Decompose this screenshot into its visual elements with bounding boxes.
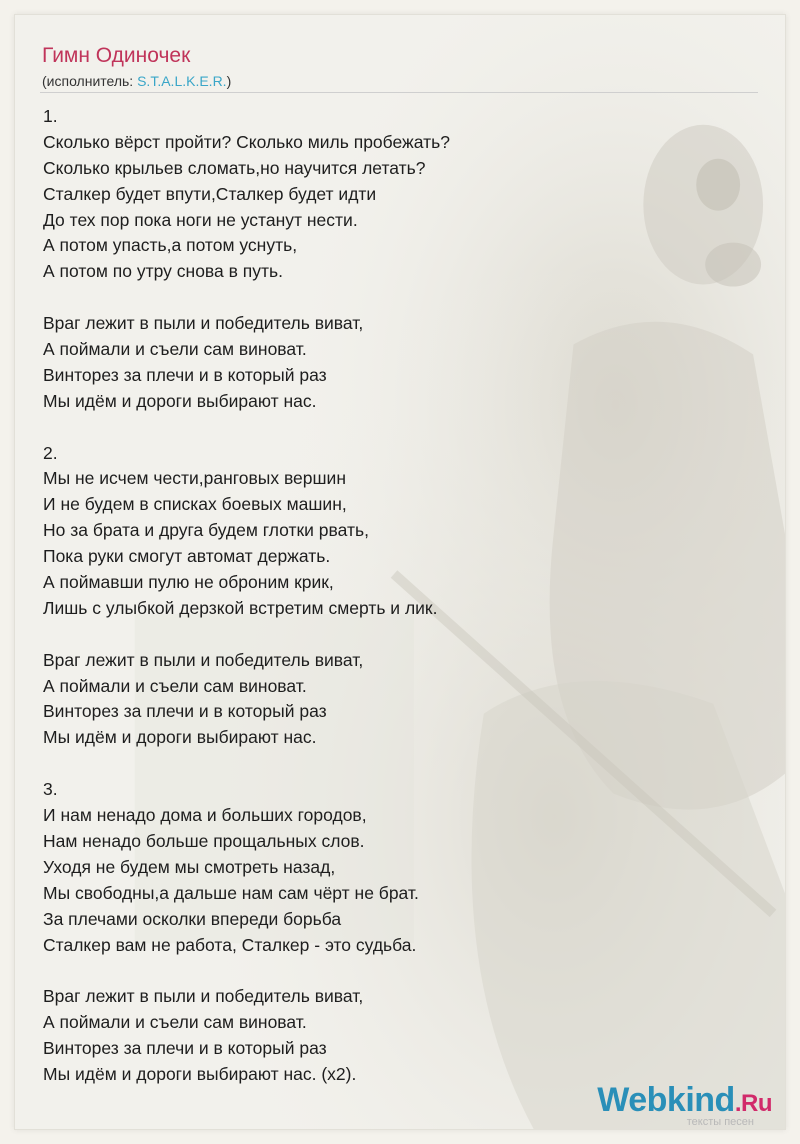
lyric-line: Винторез за плечи и в который раз [43,701,327,722]
song-header [42,44,231,90]
lyric-line: Нам ненадо больше прощальных слов. [43,830,365,851]
lyric-line: Сталкер вам не работа, Сталкер - это судьба. [43,934,417,955]
logo-tagline: тексты песен [686,1116,754,1128]
logo-suffix-text: .Ru [734,1090,772,1117]
lyric-line: Лишь с улыбкой дерзкой встретим смерть и лик. [43,597,438,618]
lyric-blank-line [43,958,743,984]
lyric-line: Сколько вёрст пройти? Сколько миль пробежать? [43,131,450,152]
song-performer [42,72,231,90]
logo-main-text: Webkind [597,1081,735,1119]
lyric-line: А поймавши пулю не оброним крик, [43,572,334,593]
webkind-logo[interactable] [597,1082,772,1128]
lyric-line: Враг лежит в пыли и победитель виват, [43,313,364,334]
lyric-line: А потом упасть,а потом уснуть, [43,235,298,256]
lyric-line: Враг лежит в пыли и победитель виват, [43,649,364,670]
lyric-line: Пока руки смогут автомат держать. [43,546,331,567]
lyric-line: Мы не исчем чести,ранговых вершин [43,468,346,489]
lyric-line: Сталкер будет впути,Сталкер будет идти [43,183,377,204]
lyric-line: 2. [43,442,58,463]
lyric-line: Винторез за плечи и в который раз [43,364,327,385]
lyric-line: 3. [43,779,58,800]
lyric-line: А поймали и съели сам виноват. [43,339,307,360]
lyric-line: Винторез за плечи и в который раз [43,1038,327,1059]
lyric-blank-line [43,415,743,441]
lyric-line: А потом по утру снова в путь. [43,261,284,282]
lyric-line: За плечами осколки впереди борьба [43,908,342,929]
lyric-line: Сколько крыльев сломать,но научится летать? [43,157,426,178]
lyric-blank-line [43,751,743,777]
lyric-line: Уходя не будем мы смотреть назад, [43,856,336,877]
lyric-line: А поймали и съели сам виноват. [43,1012,307,1033]
lyric-blank-line [43,285,743,311]
performer-link[interactable]: S.T.A.L.K.E.R. [137,73,227,89]
lyric-line: Мы идём и дороги выбирают нас. [43,727,317,748]
lyric-line: Мы идём и дороги выбирают нас. [43,390,317,411]
header-divider [40,92,758,93]
lyric-line: А поймали и съели сам виноват. [43,675,307,696]
lyric-line: До тех пор пока ноги не устанут нести. [43,209,358,230]
lyric-line: Но за брата и друга будем глотки рвать, [43,520,369,541]
lyrics-text [43,104,743,1088]
lyric-line: 1. [43,106,58,126]
performer-prefix: (исполнитель: [42,73,138,89]
performer-suffix: ) [226,73,232,89]
lyric-line: Враг лежит в пыли и победитель виват, [43,986,364,1007]
lyric-line: И нам ненадо дома и больших городов, [43,805,367,826]
song-title: Гимн Одиночек [42,44,191,67]
lyric-line: Мы идём и дороги выбирают нас. (x2). [43,1063,357,1084]
lyric-line: Мы свободны,а дальше нам сам чёрт не брат. [43,882,419,903]
lyric-line: И не будем в списках боевых машин, [43,494,347,515]
lyric-blank-line [43,622,743,648]
